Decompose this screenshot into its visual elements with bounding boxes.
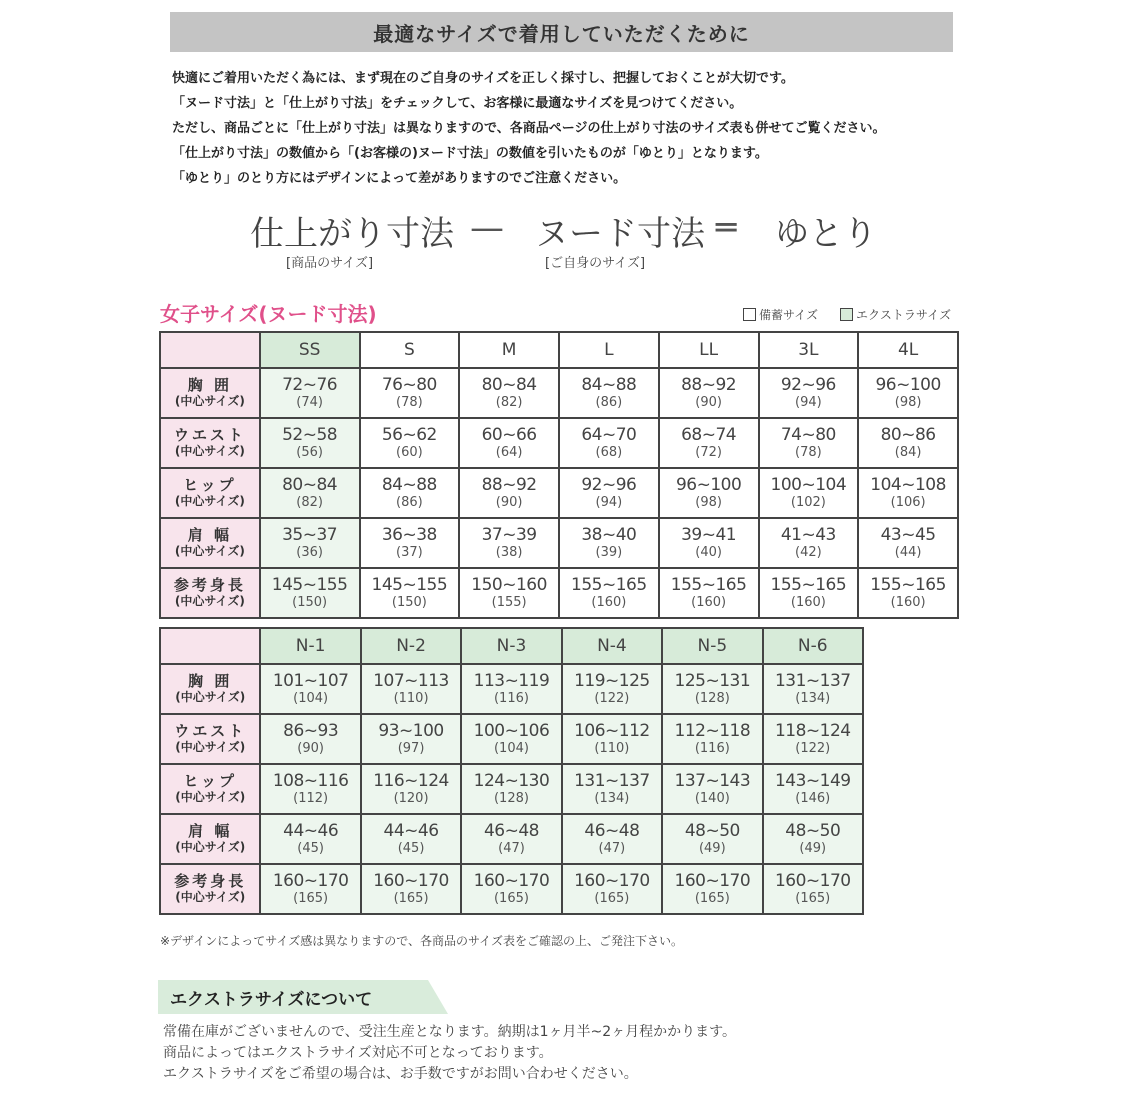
size-center: (94)	[795, 395, 822, 410]
row-label-name: 胸 囲	[188, 672, 233, 690]
size-range: 52~58	[282, 425, 338, 445]
size-cell	[260, 814, 360, 864]
size-center: (78)	[396, 395, 423, 410]
size-center: (90)	[695, 395, 722, 410]
size-center: (106)	[890, 495, 926, 510]
size-range: 96~100	[875, 375, 941, 395]
size-center: (98)	[695, 495, 722, 510]
size-cell	[858, 468, 958, 518]
formula-nude-size: ヌード寸法	[535, 214, 705, 254]
size-center: (74)	[296, 395, 323, 410]
size-header: 3L	[759, 332, 859, 368]
row-label-sub: (中心サイズ)	[175, 890, 246, 904]
size-center: (150)	[391, 595, 427, 610]
table-row	[160, 468, 958, 518]
size-range: 155~165	[670, 575, 747, 595]
size-header: S	[360, 332, 460, 368]
size-cell	[559, 518, 659, 568]
size-cell	[360, 568, 460, 618]
extra-size-line: 商品によってはエクストラサイズ対応不可となっております。	[163, 1045, 553, 1061]
size-range: 36~38	[381, 525, 437, 545]
size-range: 107~113	[373, 671, 449, 691]
size-cell	[459, 568, 559, 618]
formula-finished-size: 仕上がり寸法	[250, 214, 454, 254]
table-row	[160, 664, 863, 714]
size-center: (110)	[594, 741, 630, 756]
size-header: M	[459, 332, 559, 368]
size-cell	[659, 518, 759, 568]
size-header: N-5	[662, 628, 762, 664]
row-label-sub: (中心サイズ)	[174, 494, 245, 508]
size-cell	[559, 368, 659, 418]
size-center: (165)	[594, 891, 630, 906]
size-center: (60)	[396, 445, 423, 460]
size-range: 68~74	[681, 425, 737, 445]
size-range: 93~100	[378, 721, 444, 741]
size-range: 46~48	[584, 821, 640, 841]
size-cell	[260, 518, 360, 568]
size-cell	[763, 714, 863, 764]
size-header: SS	[260, 332, 360, 368]
size-cell	[759, 518, 859, 568]
size-center: (38)	[495, 545, 523, 560]
size-center: (42)	[795, 545, 822, 560]
size-range: 46~48	[483, 821, 539, 841]
size-center: (40)	[695, 545, 722, 560]
size-range: 118~124	[774, 721, 851, 741]
row-label	[160, 518, 260, 568]
row-label	[160, 814, 260, 864]
size-range: 100~106	[473, 721, 550, 741]
legend-extra-swatch	[840, 308, 853, 321]
size-cell	[559, 568, 659, 618]
size-range: 86~93	[283, 721, 339, 741]
size-range: 155~165	[770, 575, 847, 595]
size-cell	[459, 518, 559, 568]
row-label	[160, 764, 260, 814]
intro-line: 「仕上がり寸法」の数値から「(お客様の)ヌード寸法」の数値を引いたものが「ゆとり」となります。	[172, 146, 768, 161]
row-label-sub: (中心サイズ)	[174, 394, 245, 408]
size-range: 80~84	[481, 375, 537, 395]
size-cell	[759, 468, 859, 518]
size-cell	[361, 864, 461, 914]
size-range: 44~46	[283, 821, 339, 841]
size-center: (116)	[493, 691, 529, 706]
size-header: L	[559, 332, 659, 368]
size-range: 145~155	[371, 575, 448, 595]
size-cell	[459, 468, 559, 518]
row-label-name: 胸 囲	[187, 376, 232, 394]
size-range: 160~170	[674, 871, 751, 891]
size-center: (64)	[495, 445, 523, 460]
size-header: N-2	[361, 628, 461, 664]
size-range: 56~62	[381, 425, 437, 445]
size-range: 160~170	[574, 871, 650, 891]
size-cell	[361, 764, 461, 814]
size-cell	[659, 468, 759, 518]
size-range: 39~41	[681, 525, 737, 545]
size-cell	[858, 418, 958, 468]
size-range: 60~66	[481, 425, 537, 445]
row-label-name: 肩 幅	[187, 526, 232, 544]
size-cell	[461, 664, 561, 714]
size-range: 88~92	[681, 375, 737, 395]
size-range: 96~100	[675, 475, 742, 495]
size-cell	[759, 368, 859, 418]
size-range: 72~76	[282, 375, 338, 395]
size-center: (165)	[293, 891, 329, 906]
size-cell	[260, 664, 360, 714]
formula-ease: ゆとり	[775, 214, 877, 254]
size-cell	[763, 864, 863, 914]
row-label	[160, 568, 260, 618]
section-title: 女子サイズ(ヌード寸法)	[160, 302, 377, 326]
size-center: (49)	[799, 841, 827, 856]
size-center: (90)	[297, 741, 324, 756]
size-cell	[759, 418, 859, 468]
size-range: 80~86	[880, 425, 936, 445]
size-range: 43~45	[880, 525, 936, 545]
size-legend	[743, 306, 973, 323]
size-cell	[858, 518, 958, 568]
size-cell	[562, 814, 662, 864]
size-range: 160~170	[373, 871, 449, 891]
row-label-name: ウエスト	[173, 426, 246, 444]
ease-formula	[0, 206, 1125, 286]
size-range: 143~149	[774, 771, 851, 791]
size-center: (47)	[598, 841, 626, 856]
size-range: 106~112	[574, 721, 650, 741]
size-cell	[759, 568, 859, 618]
size-center: (165)	[493, 891, 529, 906]
size-center: (122)	[795, 741, 831, 756]
page-banner: 最適なサイズで着用していただくために	[170, 12, 953, 52]
size-cell	[361, 664, 461, 714]
size-range: 74~80	[780, 425, 836, 445]
intro-line: ただし、商品ごとに「仕上がり寸法」は異なりますので、各商品ページの仕上がり寸法のサイズ表も併せてご覧ください。	[172, 121, 886, 136]
table-row	[160, 418, 958, 468]
row-label-sub: (中心サイズ)	[175, 740, 246, 754]
size-center: (36)	[296, 545, 323, 560]
size-header: LL	[659, 332, 759, 368]
size-cell	[360, 418, 460, 468]
size-table-n-series	[159, 627, 864, 915]
size-center: (94)	[595, 495, 623, 510]
formula-minus: —	[470, 208, 504, 248]
extra-size-line: エクストラサイズをご希望の場合は、お手数ですがお問い合わせください。	[163, 1066, 638, 1082]
size-center: (72)	[695, 445, 722, 460]
size-center: (155)	[491, 595, 527, 610]
extra-size-header	[158, 980, 448, 1014]
size-cell	[360, 518, 460, 568]
size-cell	[361, 814, 461, 864]
size-center: (112)	[293, 791, 329, 806]
size-range: 104~108	[870, 475, 946, 495]
size-center: (160)	[890, 595, 926, 610]
row-label	[160, 468, 260, 518]
table-row	[160, 714, 863, 764]
table-row	[160, 864, 863, 914]
size-table-standard	[159, 331, 959, 619]
size-cell	[659, 368, 759, 418]
extra-size-body	[163, 1022, 736, 1085]
size-center: (160)	[790, 595, 826, 610]
size-cell	[562, 714, 662, 764]
size-center: (78)	[795, 445, 822, 460]
size-center: (122)	[594, 691, 630, 706]
size-range: 92~96	[581, 475, 637, 495]
table-row	[160, 568, 958, 618]
formula-nude-size-note: [ご自身のサイズ]	[545, 256, 646, 271]
size-range: 64~70	[581, 425, 637, 445]
size-center: (86)	[396, 495, 423, 510]
size-range: 160~170	[774, 871, 851, 891]
size-center: (104)	[293, 691, 329, 706]
size-cell	[662, 664, 762, 714]
size-header: N-1	[260, 628, 360, 664]
size-center: (140)	[694, 791, 730, 806]
size-center: (98)	[894, 395, 922, 410]
row-label	[160, 418, 260, 468]
extra-size-line: 常備在庫がございませんので、受注生産となります。納期は1ヶ月半~2ヶ月程かかります。	[163, 1024, 737, 1040]
size-center: (102)	[790, 495, 826, 510]
size-range: 48~50	[684, 821, 740, 841]
size-cell	[260, 468, 360, 518]
size-cell	[858, 568, 958, 618]
size-center: (160)	[591, 595, 627, 610]
table-row	[160, 368, 958, 418]
size-range: 137~143	[674, 771, 751, 791]
size-range: 35~37	[282, 525, 338, 545]
size-cell	[461, 714, 561, 764]
table-corner	[160, 332, 260, 368]
size-range: 124~130	[473, 771, 550, 791]
size-center: (86)	[595, 395, 623, 410]
size-center: (165)	[795, 891, 831, 906]
size-center: (84)	[894, 445, 922, 460]
intro-text	[172, 66, 1002, 191]
size-header: N-3	[461, 628, 561, 664]
size-range: 88~92	[481, 475, 537, 495]
size-range: 113~119	[473, 671, 550, 691]
row-label-sub: (中心サイズ)	[175, 690, 246, 704]
row-label-sub: (中心サイズ)	[174, 594, 245, 608]
size-cell	[260, 714, 360, 764]
size-cell	[559, 468, 659, 518]
size-center: (45)	[397, 841, 425, 856]
row-label	[160, 664, 260, 714]
size-center: (37)	[396, 545, 423, 560]
size-center: (82)	[296, 495, 323, 510]
size-range: 145~155	[271, 575, 348, 595]
intro-line: 「ゆとり」のとり方にはデザインによって差がありますのでご注意ください。	[172, 171, 627, 186]
size-cell	[763, 664, 863, 714]
size-center: (165)	[393, 891, 429, 906]
size-range: 125~131	[674, 671, 751, 691]
row-label	[160, 864, 260, 914]
size-center: (56)	[296, 445, 323, 460]
size-center: (134)	[795, 691, 831, 706]
size-center: (44)	[894, 545, 922, 560]
size-center: (49)	[698, 841, 726, 856]
size-center: (39)	[595, 545, 623, 560]
size-cell	[260, 864, 360, 914]
size-range: 37~39	[481, 525, 537, 545]
size-cell	[260, 368, 360, 418]
size-range: 84~88	[381, 475, 437, 495]
row-label-name: ヒップ	[183, 772, 237, 790]
row-label-name: 肩 幅	[188, 822, 233, 840]
size-cell	[662, 764, 762, 814]
size-range: 155~165	[870, 575, 946, 595]
size-range: 112~118	[674, 721, 751, 741]
row-label-sub: (中心サイズ)	[175, 790, 246, 804]
size-center: (160)	[691, 595, 727, 610]
size-range: 44~46	[383, 821, 439, 841]
table-header-row	[160, 332, 958, 368]
intro-line: 快適にご着用いただく為には、まず現在のご自身のサイズを正しく採寸し、把握しておくことが大切です。	[172, 71, 794, 86]
formula-finished-size-note: [商品のサイズ]	[286, 256, 374, 271]
size-range: 100~104	[770, 475, 847, 495]
size-cell	[360, 368, 460, 418]
size-center: (128)	[694, 691, 730, 706]
size-range: 131~137	[574, 771, 650, 791]
size-note: ※デザインによってサイズ感は異なりますので、各商品のサイズ表をご確認の上、ご発注下さい。	[160, 934, 684, 948]
size-range: 116~124	[373, 771, 449, 791]
row-label-name: 参考身長	[173, 576, 246, 594]
size-center: (68)	[595, 445, 623, 460]
formula-equals: ═	[716, 208, 737, 248]
table-row	[160, 814, 863, 864]
row-label-sub: (中心サイズ)	[175, 840, 246, 854]
size-center: (47)	[498, 841, 525, 856]
size-cell	[459, 368, 559, 418]
table-row	[160, 518, 958, 568]
size-range: 108~116	[272, 771, 349, 791]
legend-stock-swatch	[743, 308, 756, 321]
size-cell	[461, 814, 561, 864]
size-cell	[260, 568, 360, 618]
size-header: N-4	[562, 628, 662, 664]
size-range: 48~50	[785, 821, 841, 841]
size-cell	[461, 764, 561, 814]
size-range: 101~107	[272, 671, 349, 691]
row-label	[160, 368, 260, 418]
size-center: (97)	[397, 741, 425, 756]
size-cell	[662, 814, 762, 864]
row-label-name: ウエスト	[174, 722, 247, 740]
size-cell	[562, 764, 662, 814]
size-range: 131~137	[774, 671, 851, 691]
intro-line: 「ヌード寸法」と「仕上がり寸法」をチェックして、お客様に最適なサイズを見つけてください。	[172, 96, 743, 111]
legend-extra-label: エクストラサイズ	[856, 308, 951, 322]
table-corner	[160, 628, 260, 664]
size-center: (110)	[393, 691, 429, 706]
size-cell	[260, 764, 360, 814]
size-cell	[459, 418, 559, 468]
extra-size-title: エクストラサイズについて	[170, 990, 373, 1010]
row-label	[160, 714, 260, 764]
table-header-row	[160, 628, 863, 664]
size-range: 80~84	[282, 475, 338, 495]
size-range: 92~96	[780, 375, 836, 395]
size-range: 41~43	[780, 525, 836, 545]
size-cell	[562, 664, 662, 714]
size-cell	[461, 864, 561, 914]
row-label-sub: (中心サイズ)	[174, 444, 245, 458]
size-center: (128)	[493, 791, 529, 806]
size-cell	[659, 568, 759, 618]
size-range: 119~125	[574, 671, 650, 691]
size-header: N-6	[763, 628, 863, 664]
legend-extra	[840, 306, 951, 323]
size-cell	[562, 864, 662, 914]
legend-stock	[743, 306, 818, 323]
size-cell	[662, 864, 762, 914]
legend-stock-label: 備蓄サイズ	[759, 308, 819, 322]
size-cell	[559, 418, 659, 468]
size-center: (165)	[694, 891, 730, 906]
row-label-name: ヒップ	[183, 476, 237, 494]
size-range: 160~170	[473, 871, 550, 891]
size-cell	[858, 368, 958, 418]
size-center: (90)	[495, 495, 523, 510]
size-center: (150)	[292, 595, 328, 610]
size-cell	[763, 764, 863, 814]
size-center: (120)	[393, 791, 429, 806]
row-label-sub: (中心サイズ)	[174, 544, 245, 558]
size-center: (134)	[594, 791, 630, 806]
size-range: 160~170	[272, 871, 349, 891]
table-row	[160, 764, 863, 814]
size-center: (45)	[297, 841, 324, 856]
size-cell	[659, 418, 759, 468]
size-center: (116)	[694, 741, 730, 756]
size-cell	[260, 418, 360, 468]
size-center: (104)	[493, 741, 529, 756]
size-cell	[360, 468, 460, 518]
size-range: 38~40	[581, 525, 637, 545]
size-range: 84~88	[581, 375, 637, 395]
size-range: 150~160	[471, 575, 547, 595]
size-cell	[662, 714, 762, 764]
size-range: 76~80	[381, 375, 437, 395]
size-cell	[361, 714, 461, 764]
row-label-name: 参考身長	[174, 872, 247, 890]
size-header: 4L	[858, 332, 958, 368]
size-center: (82)	[495, 395, 523, 410]
size-center: (146)	[795, 791, 831, 806]
size-range: 155~165	[571, 575, 647, 595]
size-cell	[763, 814, 863, 864]
